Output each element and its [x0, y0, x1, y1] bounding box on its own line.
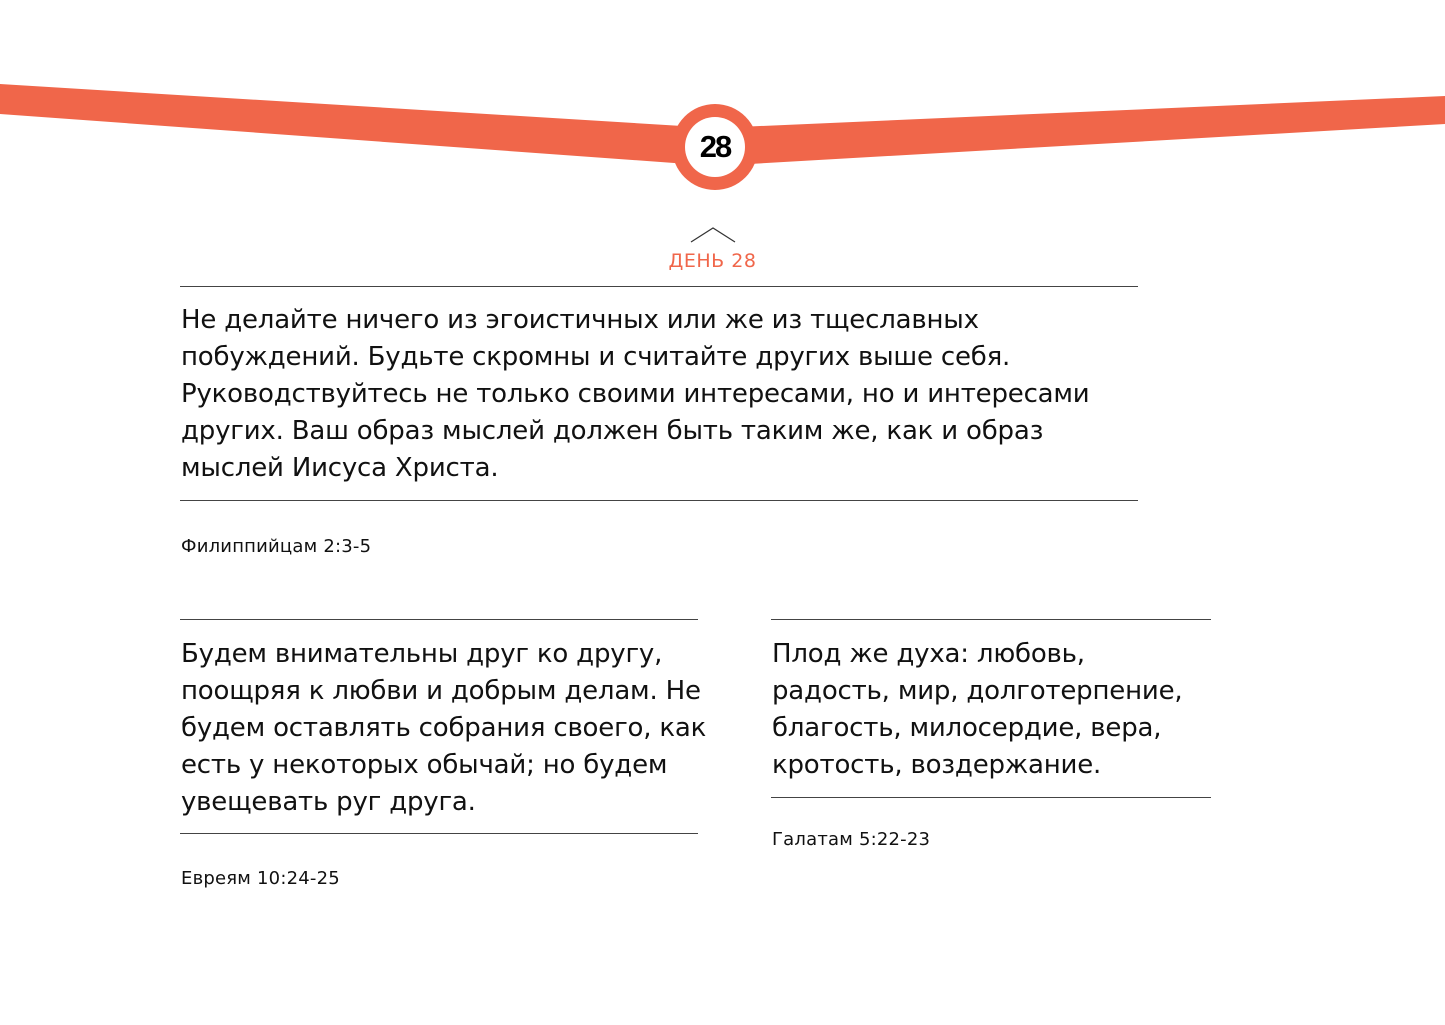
- verse-text-left: Будем внимательны друг ко другу, поощряя к любви и добрым делам. Не будем оставлять собрания своего, как есть у некоторых обычай; но будем увещевать руг друга.: [181, 639, 707, 817]
- verse-text-main: Не делайте ничего из эгоистичных или же из тщеславных побуждений. Будьте скромны и считайте других выше себя. Руководствуйтесь не только своими интересами, но и интересами других. Ваш образ мыслей должен быть таким же, как и образ мыслей Иисуса Христа.: [181, 305, 1090, 483]
- day-number-badge: [672, 104, 758, 190]
- verse-text-right: Плод же духа: любовь, радость, мир, долготерпение, благость, милосердие, вера, кротость, воздержание.: [772, 639, 1183, 780]
- divider: [180, 619, 698, 620]
- divider: [180, 833, 698, 834]
- divider: [771, 619, 1211, 620]
- day-number: 28: [685, 117, 745, 177]
- verse-reference-right: Галатам 5:22-23: [772, 829, 931, 850]
- divider: [180, 500, 1138, 501]
- chevron-up-icon: [690, 226, 736, 244]
- divider: [771, 797, 1211, 798]
- divider: [180, 286, 1138, 287]
- verse-reference-left: Евреям 10:24-25: [181, 868, 340, 889]
- verse-reference-main: Филиппийцам 2:3-5: [181, 536, 372, 557]
- day-label: ДЕНЬ 28: [668, 250, 757, 272]
